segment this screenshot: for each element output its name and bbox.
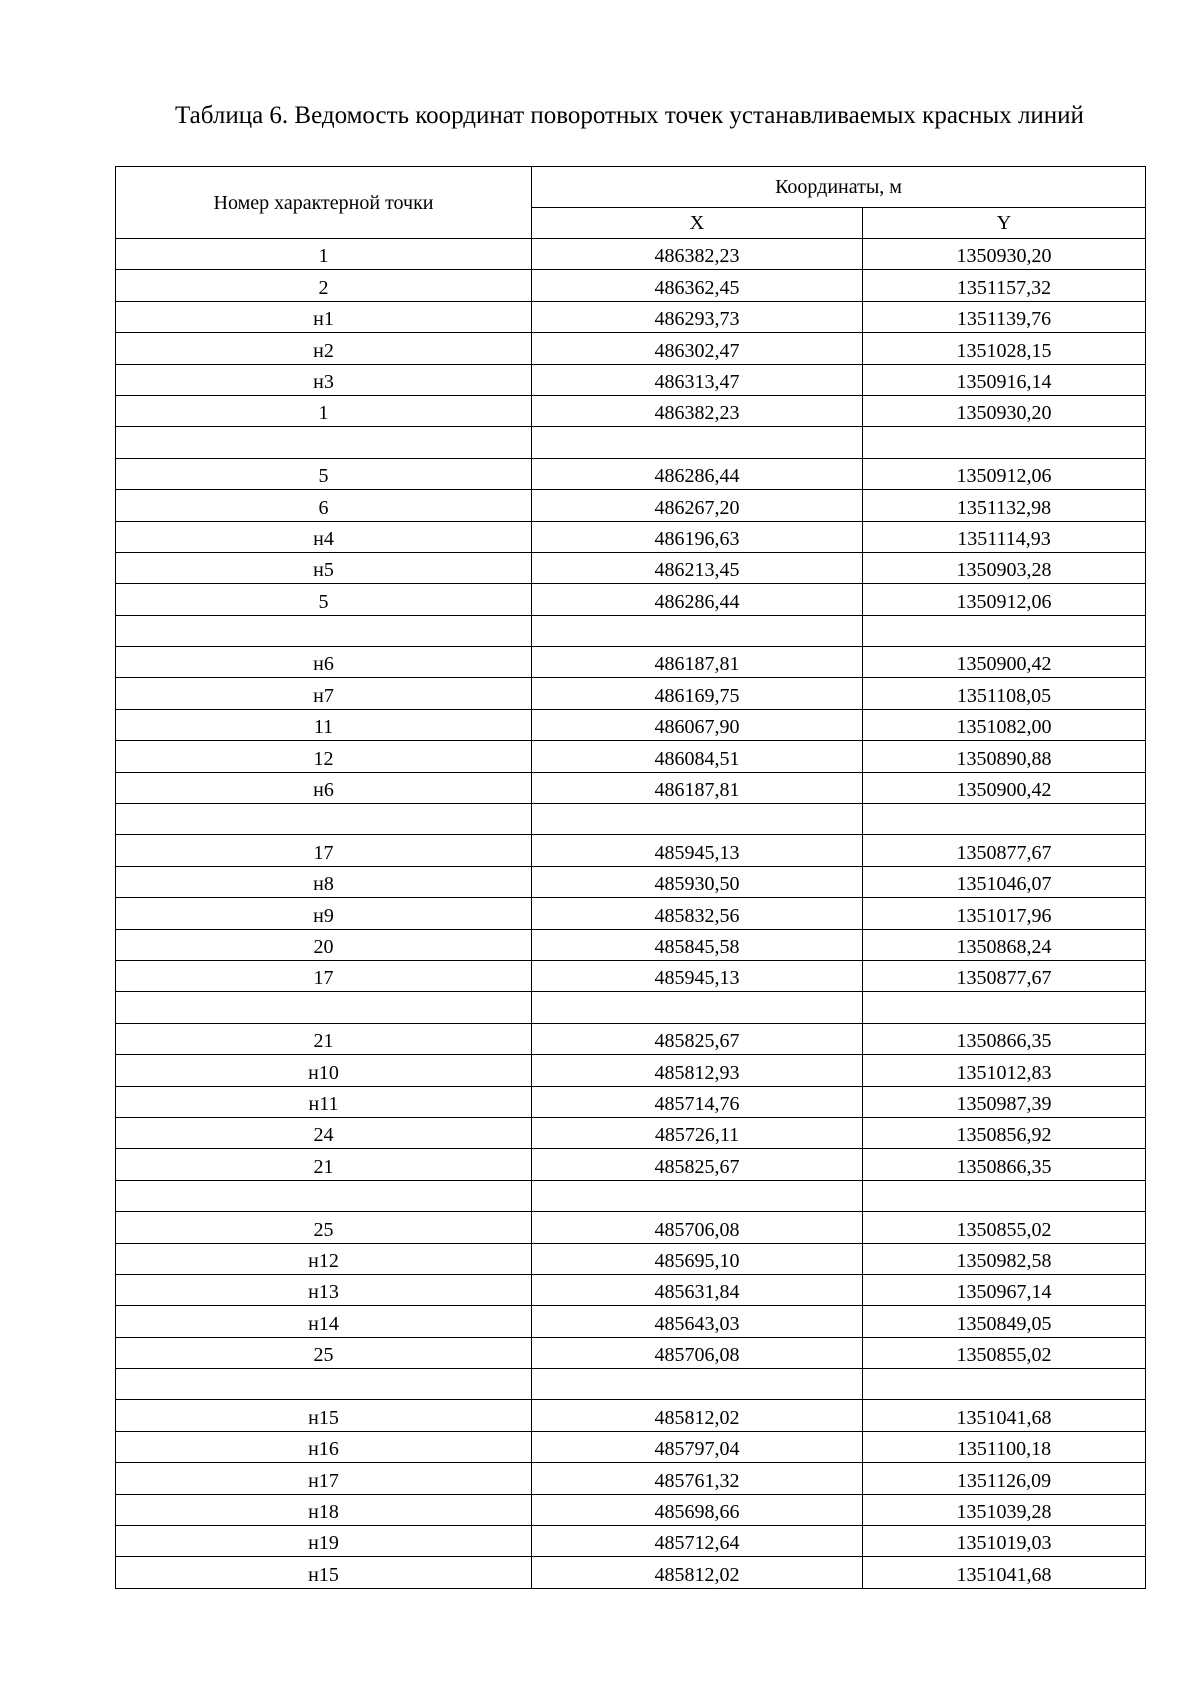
table-row: [116, 427, 1146, 458]
cell-x: 486196,63: [532, 521, 863, 552]
table-row: [116, 1463, 1146, 1494]
cell-x: 485726,11: [532, 1117, 863, 1148]
table-row: [116, 992, 1146, 1023]
cell-x: 485832,56: [532, 898, 863, 929]
cell-y: [863, 804, 1146, 835]
cell-y: 1351132,98: [863, 490, 1146, 521]
header-point-number: Номер характерной точки: [116, 167, 532, 239]
cell-y: [863, 615, 1146, 646]
cell-x: 486286,44: [532, 584, 863, 615]
cell-x: 485712,64: [532, 1526, 863, 1557]
cell-y: 1350866,35: [863, 1149, 1146, 1180]
cell-point-number: 1: [116, 395, 532, 426]
cell-point-number: [116, 615, 532, 646]
cell-y: 1350982,58: [863, 1243, 1146, 1274]
cell-y: 1351157,32: [863, 270, 1146, 301]
table-row: [116, 647, 1146, 678]
cell-x: 485714,76: [532, 1086, 863, 1117]
cell-point-number: н6: [116, 647, 532, 678]
table-row: [116, 333, 1146, 364]
table-row: [116, 552, 1146, 583]
cell-point-number: н19: [116, 1526, 532, 1557]
cell-x: 486187,81: [532, 647, 863, 678]
cell-point-number: н15: [116, 1557, 532, 1588]
table-row: [116, 960, 1146, 991]
table-row: [116, 615, 1146, 646]
table-row: [116, 709, 1146, 740]
cell-point-number: 24: [116, 1117, 532, 1148]
cell-point-number: [116, 427, 532, 458]
table-row: [116, 804, 1146, 835]
table-row: [116, 1243, 1146, 1274]
cell-x: 486286,44: [532, 458, 863, 489]
cell-point-number: н8: [116, 866, 532, 897]
cell-point-number: [116, 1369, 532, 1400]
cell-x: 485643,03: [532, 1306, 863, 1337]
cell-y: 1351126,09: [863, 1463, 1146, 1494]
cell-y: 1351082,00: [863, 709, 1146, 740]
table-row: [116, 929, 1146, 960]
table-row: [116, 1055, 1146, 1086]
cell-y: 1351108,05: [863, 678, 1146, 709]
cell-point-number: н10: [116, 1055, 532, 1086]
cell-point-number: 25: [116, 1337, 532, 1368]
cell-x: 486187,81: [532, 772, 863, 803]
cell-y: 1350916,14: [863, 364, 1146, 395]
cell-point-number: 5: [116, 458, 532, 489]
table-row: [116, 1431, 1146, 1462]
cell-y: [863, 992, 1146, 1023]
header-x: X: [532, 208, 863, 239]
cell-y: 1350855,02: [863, 1337, 1146, 1368]
cell-point-number: н17: [116, 1463, 532, 1494]
cell-x: 485845,58: [532, 929, 863, 960]
table-row: [116, 898, 1146, 929]
cell-x: 485812,02: [532, 1400, 863, 1431]
cell-y: 1351039,28: [863, 1494, 1146, 1525]
cell-point-number: н16: [116, 1431, 532, 1462]
cell-point-number: н15: [116, 1400, 532, 1431]
table-row: [116, 490, 1146, 521]
table-row: [116, 1149, 1146, 1180]
cell-x: 485812,02: [532, 1557, 863, 1588]
cell-x: 485825,67: [532, 1149, 863, 1180]
table-row: [116, 741, 1146, 772]
table-row: [116, 395, 1146, 426]
cell-y: 1351041,68: [863, 1400, 1146, 1431]
cell-point-number: 21: [116, 1149, 532, 1180]
table-row: [116, 458, 1146, 489]
table-row: [116, 1494, 1146, 1525]
cell-x: 485812,93: [532, 1055, 863, 1086]
cell-y: 1350877,67: [863, 960, 1146, 991]
cell-point-number: н4: [116, 521, 532, 552]
cell-y: 1350849,05: [863, 1306, 1146, 1337]
table-row: [116, 364, 1146, 395]
cell-x: [532, 615, 863, 646]
cell-y: 1351046,07: [863, 866, 1146, 897]
table-row: [116, 866, 1146, 897]
cell-point-number: н14: [116, 1306, 532, 1337]
table-row: [116, 772, 1146, 803]
cell-y: [863, 1369, 1146, 1400]
cell-x: [532, 804, 863, 835]
cell-y: 1351041,68: [863, 1557, 1146, 1588]
table-row: [116, 1557, 1146, 1588]
cell-x: 486067,90: [532, 709, 863, 740]
table-body: [116, 239, 1146, 1589]
cell-y: 1351012,83: [863, 1055, 1146, 1086]
cell-y: 1351100,18: [863, 1431, 1146, 1462]
table-row: [116, 1117, 1146, 1148]
table-row: [116, 1023, 1146, 1054]
cell-y: 1351139,76: [863, 301, 1146, 332]
table-row: [116, 1337, 1146, 1368]
cell-x: 485797,04: [532, 1431, 863, 1462]
cell-x: 486313,47: [532, 364, 863, 395]
cell-y: 1350900,42: [863, 647, 1146, 678]
table-row: [116, 521, 1146, 552]
cell-x: 486169,75: [532, 678, 863, 709]
cell-x: 485945,13: [532, 960, 863, 991]
cell-point-number: 2: [116, 270, 532, 301]
cell-point-number: н13: [116, 1274, 532, 1305]
cell-x: 486084,51: [532, 741, 863, 772]
cell-y: 1350890,88: [863, 741, 1146, 772]
cell-point-number: н11: [116, 1086, 532, 1117]
table-row: [116, 678, 1146, 709]
cell-x: [532, 992, 863, 1023]
cell-point-number: н18: [116, 1494, 532, 1525]
header-coordinates: Координаты, м: [532, 167, 1146, 208]
cell-x: [532, 1369, 863, 1400]
cell-point-number: н2: [116, 333, 532, 364]
cell-y: 1351019,03: [863, 1526, 1146, 1557]
cell-x: 486382,23: [532, 395, 863, 426]
cell-y: 1351114,93: [863, 521, 1146, 552]
cell-point-number: [116, 992, 532, 1023]
cell-point-number: н5: [116, 552, 532, 583]
table-row: [116, 1274, 1146, 1305]
cell-point-number: н9: [116, 898, 532, 929]
cell-x: [532, 427, 863, 458]
cell-y: 1350900,42: [863, 772, 1146, 803]
cell-y: [863, 427, 1146, 458]
table-row: [116, 1306, 1146, 1337]
cell-x: 486293,73: [532, 301, 863, 332]
cell-point-number: 1: [116, 239, 532, 270]
table-row: [116, 1400, 1146, 1431]
cell-y: 1350912,06: [863, 584, 1146, 615]
cell-x: 485825,67: [532, 1023, 863, 1054]
table-row: [116, 835, 1146, 866]
cell-y: 1350855,02: [863, 1212, 1146, 1243]
cell-y: 1350930,20: [863, 239, 1146, 270]
cell-point-number: 21: [116, 1023, 532, 1054]
cell-x: 485761,32: [532, 1463, 863, 1494]
cell-x: 486267,20: [532, 490, 863, 521]
cell-y: 1350967,14: [863, 1274, 1146, 1305]
cell-point-number: 5: [116, 584, 532, 615]
cell-x: 485706,08: [532, 1212, 863, 1243]
table-row: [116, 1212, 1146, 1243]
cell-x: 485695,10: [532, 1243, 863, 1274]
cell-x: 485631,84: [532, 1274, 863, 1305]
coordinates-table: [115, 166, 1146, 1589]
table-row: [116, 239, 1146, 270]
cell-y: 1350866,35: [863, 1023, 1146, 1054]
cell-y: 1351028,15: [863, 333, 1146, 364]
cell-point-number: н6: [116, 772, 532, 803]
cell-y: 1350987,39: [863, 1086, 1146, 1117]
table-caption: Таблица 6. Ведомость координат поворотных точек устанавливаемых красных линий: [175, 102, 1084, 129]
cell-point-number: 20: [116, 929, 532, 960]
table-row: [116, 1180, 1146, 1211]
cell-x: [532, 1180, 863, 1211]
cell-point-number: н3: [116, 364, 532, 395]
cell-point-number: н7: [116, 678, 532, 709]
table-row: [116, 1526, 1146, 1557]
cell-point-number: 17: [116, 960, 532, 991]
cell-point-number: н12: [116, 1243, 532, 1274]
cell-point-number: н1: [116, 301, 532, 332]
cell-y: 1350930,20: [863, 395, 1146, 426]
cell-point-number: [116, 804, 532, 835]
cell-y: 1350856,92: [863, 1117, 1146, 1148]
cell-y: 1351017,96: [863, 898, 1146, 929]
cell-point-number: 6: [116, 490, 532, 521]
cell-x: 486302,47: [532, 333, 863, 364]
cell-x: 485706,08: [532, 1337, 863, 1368]
table-row: [116, 1086, 1146, 1117]
cell-x: 485698,66: [532, 1494, 863, 1525]
cell-y: 1350912,06: [863, 458, 1146, 489]
cell-point-number: 25: [116, 1212, 532, 1243]
table-row: [116, 1369, 1146, 1400]
cell-y: 1350903,28: [863, 552, 1146, 583]
cell-x: 485945,13: [532, 835, 863, 866]
table-row: [116, 270, 1146, 301]
cell-x: 486382,23: [532, 239, 863, 270]
cell-x: 485930,50: [532, 866, 863, 897]
header-y: Y: [863, 208, 1146, 239]
cell-x: 486213,45: [532, 552, 863, 583]
table-row: [116, 301, 1146, 332]
cell-point-number: [116, 1180, 532, 1211]
cell-y: [863, 1180, 1146, 1211]
cell-x: 486362,45: [532, 270, 863, 301]
cell-y: 1350868,24: [863, 929, 1146, 960]
cell-y: 1350877,67: [863, 835, 1146, 866]
cell-point-number: 11: [116, 709, 532, 740]
cell-point-number: 12: [116, 741, 532, 772]
table-row: [116, 584, 1146, 615]
cell-point-number: 17: [116, 835, 532, 866]
